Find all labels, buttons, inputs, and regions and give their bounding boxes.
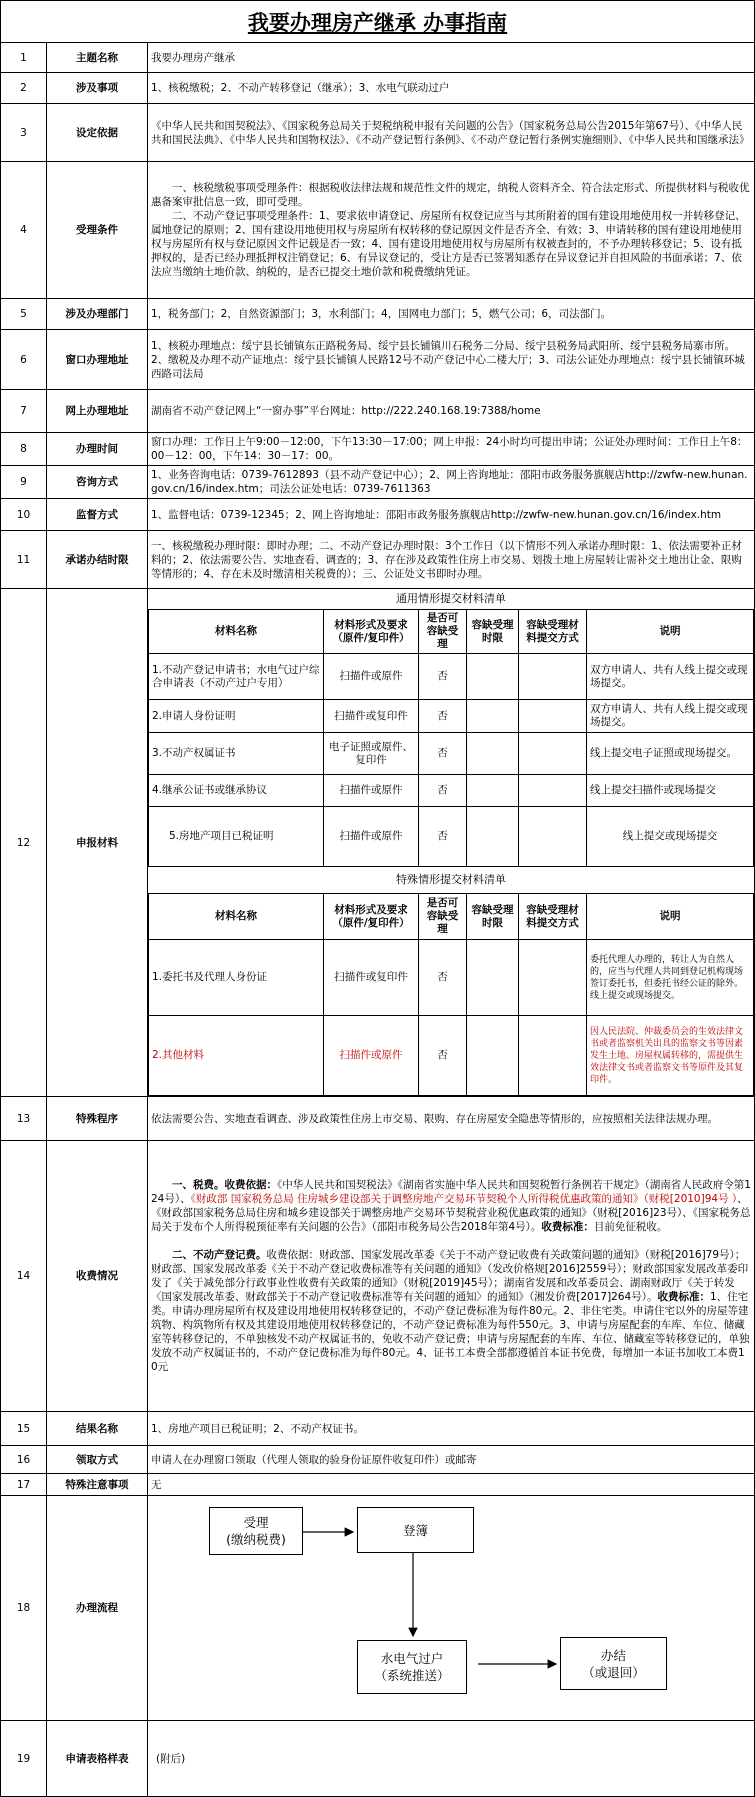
row-content: (附后) (148, 1721, 755, 1797)
page-title: 我要办理房产继承 办事指南 (0, 0, 755, 42)
row-label: 咨询方式 (47, 466, 148, 499)
material-row: 3.不动产权属证书 电子证照或原件、复印件 否 线上提交电子证照或现场提交。 (149, 733, 754, 775)
material-row: 1.不动产登记申请书；水电气过户综合申请表（不动产过户专用） 扫描件或原件 否 双方申请人、共有人线上提交或现场提交。 (149, 654, 754, 700)
material-row: 2.申请人身份证明 扫描件或复印件 否 双方申请人、共有人线上提交或现场提交。 (149, 700, 754, 733)
row-17: 17 特殊注意事项 无 (1, 1474, 755, 1496)
row-label: 申报材料 (47, 589, 148, 1097)
row-8: 8 办理时间 窗口办理：工作日上午9:00－12:00，下午13:30－17:00；网上申报：24小时均可提出申请；公证处办理时间：工作日上午8：00－12：00，下午14：30－17：00。 (1, 433, 755, 466)
row-label: 设定依据 (47, 104, 148, 162)
row-1: 1 主题名称 我要办理房产继承 (1, 43, 755, 73)
row-label: 特殊程序 (47, 1097, 148, 1141)
row-label: 监督方式 (47, 499, 148, 531)
materials-cell (148, 589, 755, 1097)
fees-registration-paragraph: 二、不动产登记费。收费依据：财政部、国家发展改革委《关于不动产登记收费有关政策问题的通知》（财税[2016]79号）；财政部、国家发展改革委《关于不动产登记收费标准等有关问题的通知》（发改价格规[2016]2559号）；财政部国家发展改革委印发了《关于减免部分行政事业性收费有关政策的通知》（财税[2019]45号）；湖南省发展和改革委员会、湖南财政厅《关于转发〈国家发展改革委、财政部关于不动产登记收费标准等有关问题的通知〉的通知》（湘发价费[2017]264号）。收费标准：1、住宅类。申请办理房屋所有权及建设用地使用权转移登记的，不动产登记费标准为每件80元。2、非住宅类。申请住宅以外的房屋等建筑物、构筑物所有权及其建设用地使用权转移登记的，不动产登记费标准为每件550元。3、申请与房屋配套的车库、车位、储藏室等转移登记的，不单独核发不动产权属证书的，免收不动产登记费；申请与房屋配套的车库、车位、储藏室等转移登记的，单独发放不动产权属证书的，不动产登记费标准为每件80元。4、证书工本费全部都遵循首本证书免费，每增加一本证书加收工本费10元 (151, 1249, 750, 1373)
flow-box-accept: 受理 (缴纳税费) (209, 1507, 303, 1555)
row-content: 1、核税缴税；2、不动产转移登记（继承）；3、水电气联动过户 (148, 73, 755, 104)
row-content: 依法需要公告、实地查看调查、涉及政策性住房上市交易、限购、存在房屋安全隐患等情形的，应按照相关法律法规办理。 (148, 1097, 755, 1141)
row-content: 1、房地产项目已税证明；2、不动产权证书。 (148, 1412, 755, 1446)
row-6: 6 窗口办理地址 1、核税办理地点：绥宁县长铺镇东正路税务局、绥宁县长铺镇川石税务二分局、绥宁县税务局武阳所、绥宁县税务局寨市所。 2、缴税及办理不动产证地点：绥宁县长铺镇人民路12号不动产登记中心二楼大厅；3、司法公证处办理地点：绥宁县长铺镇环城西路司法局 (1, 330, 755, 390)
special-materials-table (148, 893, 754, 1096)
row-7: 7 网上办理地址 湖南省不动产登记网上“一窗办事”平台网址：http://222.240.168.19:7388/home (1, 390, 755, 433)
row-label: 涉及事项 (47, 73, 148, 104)
row-label: 办理流程 (47, 1496, 148, 1721)
materials-header-row: 材料名称 材料形式及要求（原件/复印件） 是否可容缺受理 容缺受理时限 容缺受理材料提交方式 说明 (149, 610, 754, 654)
row-10: 10 监督方式 1、监督电话：0739-12345；2、网上咨询地址：邵阳市政务服务旗舰店http://zwfw-new.hunan.gov.cn/16/index.htm (1, 499, 755, 531)
row-content: 《中华人民共和国契税法》、《国家税务总局关于契税纳税申报有关问题的公告》（国家税务总局公告2015年第67号）、《中华人民共和国民法典》、《中华人民共和国物权法》、《不动产登记暂行条例》、《不动产登记暂行条例实施细则》、《中华人民共和国继承法》 (148, 104, 755, 162)
row-3: 3 设定依据 《中华人民共和国契税法》、《国家税务总局关于契税纳税申报有关问题的公告》（国家税务总局公告2015年第67号）、《中华人民共和国民法典》、《中华人民共和国物权法》、《不动产登记暂行条例》、《不动产登记暂行条例实施细则》、《中华人民共和国继承法》 (1, 104, 755, 162)
flow-box-complete: 办结 （或退回） (560, 1637, 667, 1690)
row-content: 一、核税缴税办理时限：即时办理；二、不动产登记办理时限：3个工作日（以下情形不列入承诺办理时限：1、依法需要补正材料的；2、依法需要公告、实地查看、调查的；3、存在涉及政策性住房上市交易、划拨土地上房屋转让需补交土地出让金、限购等情形的；4、存在未及时缴清相关税费的）；三、公证处文书即时办理。 (148, 531, 755, 589)
material-row: 4.继承公证书或继承协议 扫描件或原件 否 线上提交扫描件或现场提交 (149, 775, 754, 807)
row-13: 13 特殊程序 依法需要公告、实地查看调查、涉及政策性住房上市交易、限购、存在房屋安全隐患等情形的，应按照相关法律法规办理。 (1, 1097, 755, 1141)
row-label: 窗口办理地址 (47, 330, 148, 390)
row-label: 网上办理地址 (47, 390, 148, 433)
row-label: 领取方式 (47, 1446, 148, 1474)
row-19: 19 申请表格样表 (附后) (1, 1721, 755, 1797)
row-4: 4 受理条件 一、核税缴税事项受理条件：根据税收法律法规和规范性文件的规定，纳税人资料齐全、符合法定形式、所提供材料与税收优惠备案审批信息一致，即可受理。 二、不动产登记事项受理条件：1、要求依申请登记、房屋所有权登记应当与其所附着的国有建设用地使用权一并转移登记、属地登记的原则；2、国有建设用地使用权与房屋所有权转移的登记原因文件是否齐全、有效；3、申请转移的国有建设用地使用权与房屋所有权与登记原因文件记载是否一致；4、国有建设用地使用权与房屋所有权被查封的，不予办理转移登记；5、设有抵押权的，是否已经办理抵押权注销登记；6、有异议登记的，受让方是否已签署知悉存在异议登记并自担风险的书面承诺；7、依法应当缴纳土地价款、纳税的，是否已提交土地价款和税费缴纳凭证。 (1, 162, 755, 299)
row-content: 1、核税办理地点：绥宁县长铺镇东正路税务局、绥宁县长铺镇川石税务二分局、绥宁县税务局武阳所、绥宁县税务局寨市所。 2、缴税及办理不动产证地点：绥宁县长铺镇人民路12号不动产登记中心二楼大厅；3、司法公证处办理地点：绥宁县长铺镇环城西路司法局 (148, 330, 755, 390)
row-content: 窗口办理：工作日上午9:00－12:00，下午13:30－17:00；网上申报：24小时均可提出申请；公证处办理时间：工作日上午8：00－12：00，下午14：30－17：00。 (148, 433, 755, 466)
row-label: 受理条件 (47, 162, 148, 299)
row-content (148, 162, 755, 299)
flow-box-utility-transfer: 水电气过户 （系统推送） (357, 1640, 467, 1694)
fees-tax-paragraph: 一、税费。收费依据：《中华人民共和国契税法》《湖南省实施中华人民共和国契税暂行条例若干规定》（湖南省人民政府令第124号）、《财政部 国家税务总局 住房城乡建设部关于调整房地产交易环节契税个人所得税优惠政策的通知》（财税[2010]94号 ）、《财政部国家税务总局住房和城乡建设部关于调整房地产交易环节契税营业税优惠政策的通知》（财税[2016]23号）、《国家税务总局关于发布个人所得税预征率有关问题的公告》（邵阳市税务局公告2018年第4号）。收费标准：目前免征税收。 (151, 1179, 751, 1233)
row-content: 1、监督电话：0739-12345；2、网上咨询地址：邵阳市政务服务旗舰店http://zwfw-new.hunan.gov.cn/16/index.htm (148, 499, 755, 531)
row-2: 2 涉及事项 1、核税缴税；2、不动产转移登记（继承）；3、水电气联动过户 (1, 73, 755, 104)
row-16: 16 领取方式 申请人在办理窗口领取（代理人领取的验身份证原件收复印件）或邮寄 (1, 1446, 755, 1474)
row-15: 15 结果名称 1、房地产项目已税证明；2、不动产权证书。 (1, 1412, 755, 1446)
row-label: 办理时间 (47, 433, 148, 466)
row-content: 无 (148, 1474, 755, 1496)
guide-table (0, 42, 755, 1797)
row-content: 1、业务咨询电话：0739-7612893（县不动产登记中心）；2、网上咨询地址：邵阳市政务服务旗舰店http://zwfw-new.hunan.gov.cn/16/index.htm；司法公证处电话：0739-7611363 (148, 466, 755, 499)
row-11: 11 承诺办结时限 一、核税缴税办理时限：即时办理；二、不动产登记办理时限：3个工作日（以下情形不列入承诺办理时限：1、依法需要补正材料的；2、依法需要公告、实地查看、调查的；3、存在涉及政策性住房上市交易、划拨土地上房屋转让需补交土地出让金、限购等情形的；4、存在未及时缴清相关税费的）；三、公证处文书即时办理。 (1, 531, 755, 589)
row-5: 5 涉及办理部门 1，税务部门；2，自然资源部门；3，水利部门；4，国网电力部门；5，燃气公司；6，司法部门。 (1, 299, 755, 330)
material-row: 1.委托书及代理人身份证 扫描件或复印件 否 委托代理人办理的，转让人为自然人的，应当与代理人共同到登记机构现场签订委托书，但委托书经公证的除外。线上提交或现场提交。 (149, 940, 754, 1016)
special-materials-caption: 特殊情形提交材料清单 (396, 873, 506, 886)
fees-content (148, 1141, 755, 1412)
row-label: 涉及办理部门 (47, 299, 148, 330)
materials-header-row: 材料名称 材料形式及要求（原件/复印件） 是否可容缺受理 容缺受理时限 容缺受理材料提交方式 说明 (149, 894, 754, 940)
row-label: 承诺办结时限 (47, 531, 148, 589)
material-row: 5.房地产项目已税证明 扫描件或原件 否 线上提交或现场提交 (149, 807, 754, 867)
process-flowchart (148, 1496, 754, 1720)
row-label: 主题名称 (47, 43, 148, 73)
general-materials-caption: 通用情形提交材料清单 (396, 592, 506, 605)
row-label: 收费情况 (47, 1141, 148, 1412)
condition-tax: 一、核税缴税事项受理条件：根据税收法律法规和规范性文件的规定，纳税人资料齐全、符合法定形式、所提供材料与税收优惠备案审批信息一致，即可受理。 (151, 182, 750, 208)
row-label: 结果名称 (47, 1412, 148, 1446)
row-content: 1，税务部门；2，自然资源部门；3，水利部门；4，国网电力部门；5，燃气公司；6，司法部门。 (148, 299, 755, 330)
process-flow-cell (148, 1496, 755, 1721)
row-12: 12 申报材料 通用情形提交材料清单 材料名称 材料形式及要求（原件/复印件） 是否可容缺受理 容缺受理时限 容缺受理材料提交方式 说明 1.不动产登记申请书；水电气过户综合申请表（不动产过户专用） 扫描件或原件 否 双方申请人、共有人线上提交或现场提交。 2.申请人身份证明 扫描件或复印件 否 双方申请人、共有人线上提交或现场提交。 3.不动产权属证书 电子证照或原件、复印件 否 线上提交电子证照或现场提交。 4.继承公证书或继承协议 扫描件或原件 否 线上提交扫描件或现场提交 5.房地产项目已税证明 扫描件或原件 否 线上提交或现场提交 特殊情形提交材料清单 材料名称 材料形式及要求（原件/复印件） 是否可容缺受理 容缺受理时限 容缺受理材料提交方式 说明 1.委托书及代理人身份证 扫描件或复印件 否 委托代理人办理的，转让人为自然人的，应当与代理人共同到登记机构现场签订委托书，但委托书经公证的除外。线上提交或现场提交。 2.其他材料 扫描件或原件 否 因人民法院、仲裁委员会的生效法律文书或者监察机关出具的监察文书等因素发生土地、房屋权属转移的，需提供生效法律文书或者监察文书等原件及其复印件。 (1, 589, 755, 1097)
row-label: 特殊注意事项 (47, 1474, 148, 1496)
condition-registration: 二、不动产登记事项受理条件：1、要求依申请登记、房屋所有权登记应当与其所附着的国有建设用地使用权一并转移登记、属地登记的原则；2、国有建设用地使用权与房屋所有权转移的登记原因文件是否齐全、有效；3、申请转移的国有建设用地使用权与房屋所有权与登记原因文件记载是否一致；4、国有建设用地使用权与房屋所有权被查封的，不予办理转移登记；5、设有抵押权的，是否已经办理抵押权注销登记；6、有异议登记的，受让方是否已签署知悉存在异议登记并自担风险的书面承诺；7、依法应当缴纳土地价款、纳税的，是否已提交土地价款和税费缴纳凭证。 (151, 210, 746, 278)
row-14: 14 收费情况 一、税费。收费依据：《中华人民共和国契税法》《湖南省实施中华人民共和国契税暂行条例若干规定》（湖南省人民政府令第124号）、《财政部 国家税务总局 住房城乡建设部关于调整房地产交易环节契税个人所得税优惠政策的通知》（财税[2010]94号 ）、《财政部国家税务总局住房和城乡建设部关于调整房地产交易环节契税营业税优惠政策的通知》（财税[2016]23号）、《国家税务总局关于发布个人所得税预征率有关问题的公告》（邵阳市税务局公告2018年第4号）。收费标准：目前免征税收。 二、不动产登记费。收费依据：财政部、国家发展改革委《关于不动产登记收费有关政策问题的通知》（财税[2016]79号）；财政部、国家发展改革委《关于不动产登记收费标准等有关问题的通知》（发改价格规[2016]2559号）；财政部国家发展改革委印发了《关于减免部分行政事业性收费有关政策的通知》（财税[2019]45号）；湖南省发展和改革委员会、湖南财政厅《关于转发〈国家发展改革委、财政部关于不动产登记收费标准等有关问题的通知〉的通知》（湘发价费[2017]264号）。收费标准：1、住宅类。申请办理房屋所有权及建设用地使用权转移登记的，不动产登记费标准为每件80元。2、非住宅类。申请住宅以外的房屋等建筑物、构筑物所有权及其建设用地使用权转移登记的，不动产登记费标准为每件550元。3、申请与房屋配套的车库、车位、储藏室等转移登记的，不单独核发不动产权属证书的，免收不动产登记费；申请与房屋配套的车库、车位、储藏室等转移登记的，单独发放不动产权属证书的，不动产登记费标准为每件80元。4、证书工本费全部都遵循首本证书免费，每增加一本证书加收工本费10元 (1, 1141, 755, 1412)
row-content: 湖南省不动产登记网上“一窗办事”平台网址：http://222.240.168.19:7388/home (148, 390, 755, 433)
general-materials-table (148, 609, 754, 867)
material-row: 2.其他材料 扫描件或原件 否 因人民法院、仲裁委员会的生效法律文书或者监察机关出具的监察文书等因素发生土地、房屋权属转移的，需提供生效法律文书或者监察文书等原件及其复印件。 (149, 1016, 754, 1096)
row-content: 我要办理房产继承 (148, 43, 755, 73)
flow-box-register: 登簿 (357, 1507, 474, 1553)
row-label: 申请表格样表 (47, 1721, 148, 1797)
row-18: 18 办理流程 受理 (缴纳税费) 登簿 水电气过户 （系统推送） 办结 （或退回） (1, 1496, 755, 1721)
row-9: 9 咨询方式 1、业务咨询电话：0739-7612893（县不动产登记中心）；2、网上咨询地址：邵阳市政务服务旗舰店http://zwfw-new.hunan.gov.cn/16/index.htm；司法公证处电话：0739-7611363 (1, 466, 755, 499)
row-content: 申请人在办理窗口领取（代理人领取的验身份证原件收复印件）或邮寄 (148, 1446, 755, 1474)
